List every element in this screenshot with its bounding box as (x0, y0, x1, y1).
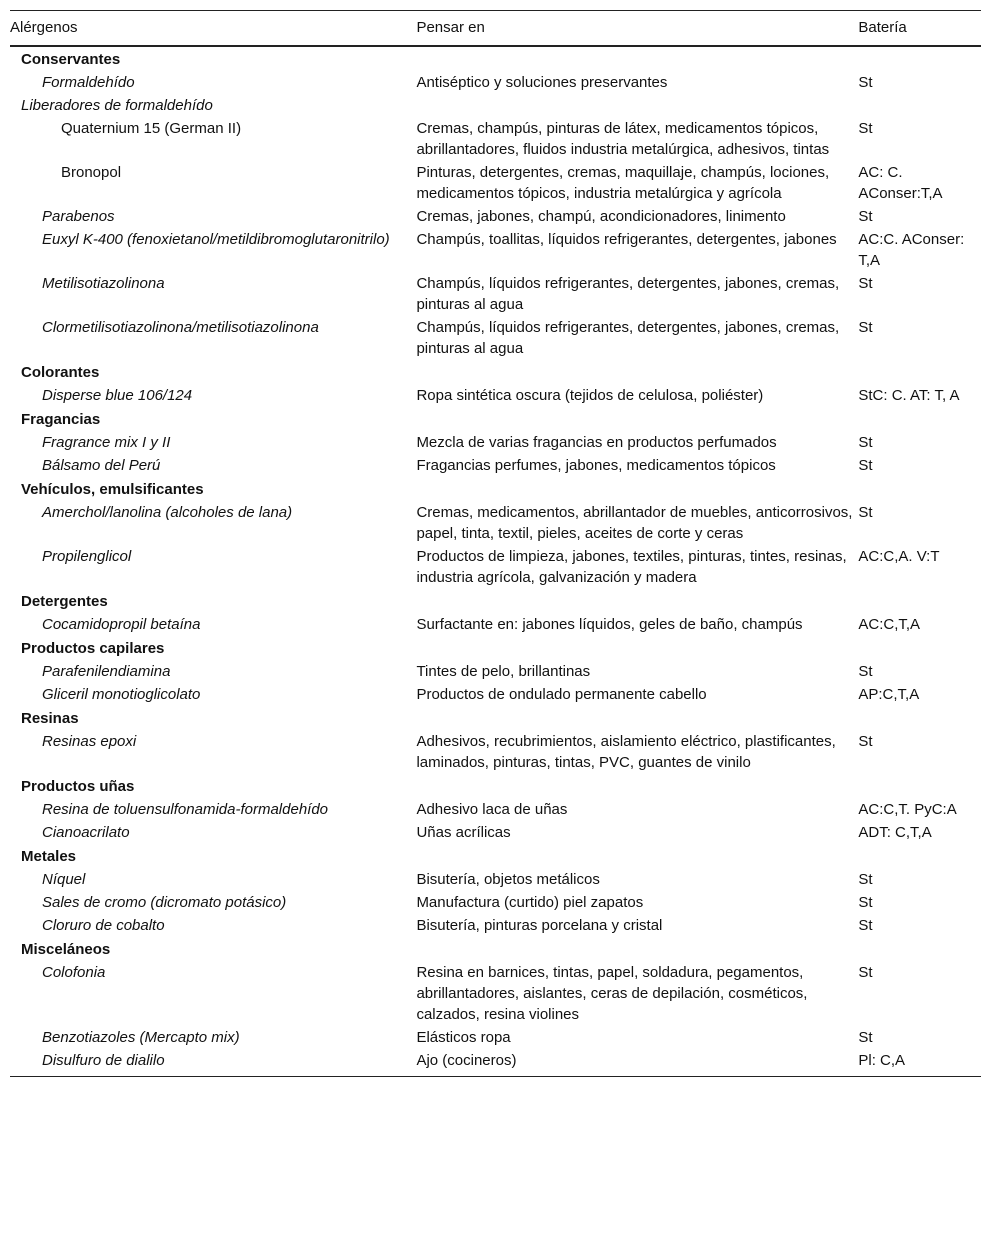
battery-cell: St (858, 871, 873, 888)
battery-cell: AC:C,T,A (858, 616, 921, 633)
use-cell: Elásticos ropa (416, 1029, 511, 1046)
allergen-cell: Productos capilares (21, 640, 165, 657)
allergen-cell: Sales de cromo (dicromato potásico) (42, 894, 287, 911)
allergen-table (10, 10, 981, 1077)
battery-cell: AC:C,A. V:T (858, 548, 940, 565)
battery-cell: AC: C. AConser:T,A (858, 164, 943, 202)
category-row (10, 774, 981, 798)
use-cell: Adhesivo laca de uñas (416, 801, 568, 818)
table-row (10, 384, 981, 407)
allergen-cell: Vehículos, emulsificantes (21, 481, 204, 498)
allergen-cell: Cloruro de cobalto (42, 917, 165, 934)
use-cell (416, 46, 858, 71)
battery-cell (858, 937, 981, 961)
battery-cell: St (858, 275, 873, 292)
use-cell: Champús, líquidos refrigerantes, detergentes, jabones, cremas, pinturas al agua (416, 319, 840, 357)
use-cell: Fragancias perfumes, jabones, medicamentos tópicos (416, 457, 776, 474)
category-row (10, 589, 981, 613)
use-cell: Cremas, jabones, champú, acondicionadores, linimento (416, 208, 786, 225)
use-cell: Champús, toallitas, líquidos refrigerantes, detergentes, jabones (416, 231, 837, 248)
allergen-cell: Níquel (42, 871, 86, 888)
battery-cell (858, 94, 981, 117)
battery-cell: St (858, 917, 873, 934)
battery-cell: St (858, 457, 873, 474)
allergen-cell: Bronopol (61, 164, 122, 181)
table-row (10, 798, 981, 821)
allergen-cell: Parabenos (42, 208, 115, 225)
allergen-cell: Detergentes (21, 593, 108, 610)
battery-cell: StC: C. AT: T, A (858, 387, 960, 404)
battery-cell (858, 774, 981, 798)
category-row (10, 706, 981, 730)
use-cell (416, 774, 858, 798)
battery-cell: ADT: C,T,A (858, 824, 932, 841)
use-cell (416, 706, 858, 730)
use-cell: Antiséptico y soluciones preservantes (416, 74, 668, 91)
table-row (10, 1026, 981, 1049)
table-row (10, 228, 981, 272)
use-cell: Pinturas, detergentes, cremas, maquillaje, champús, lociones, medicamentos tópicos, industria metalúrgica y agrícola (416, 164, 830, 202)
use-cell (416, 94, 858, 117)
use-cell (416, 477, 858, 501)
allergen-cell: Cocamidopropil betaína (42, 616, 201, 633)
use-cell: Resina en barnices, tintas, papel, soldadura, pegamentos, abrillantadores, aislantes, ceras de depilación, cosméticos, calzados, resina violines (416, 964, 808, 1023)
allergen-cell: Gliceril monotioglicolato (42, 686, 201, 703)
battery-cell: St (858, 319, 873, 336)
table-row (10, 501, 981, 545)
allergen-cell: Clormetilisotiazolinona/metilisotiazolinona (42, 319, 319, 336)
use-cell: Champús, líquidos refrigerantes, detergentes, jabones, cremas, pinturas al agua (416, 275, 840, 313)
use-cell: Bisutería, pinturas porcelana y cristal (416, 917, 663, 934)
table-row (10, 161, 981, 205)
use-cell: Manufactura (curtido) piel zapatos (416, 894, 644, 911)
category-row (10, 46, 981, 71)
allergen-cell: Fragrance mix I y II (42, 434, 171, 451)
allergen-cell: Quaternium 15 (German II) (61, 120, 242, 137)
table-row (10, 868, 981, 891)
table-row (10, 613, 981, 636)
table-body (10, 46, 981, 1077)
allergen-cell: Resinas (21, 710, 79, 727)
table-header (10, 11, 981, 47)
use-cell: Bisutería, objetos metálicos (416, 871, 600, 888)
battery-cell: St (858, 434, 873, 451)
battery-cell (858, 589, 981, 613)
battery-cell (858, 360, 981, 384)
allergen-cell: Disulfuro de dialilo (10, 1049, 416, 1077)
battery-cell (858, 407, 981, 431)
category-row (10, 407, 981, 431)
use-cell (416, 937, 858, 961)
use-cell: Uñas acrílicas (416, 824, 511, 841)
table-row (10, 683, 981, 706)
table-row (10, 961, 981, 1026)
battery-cell: St (858, 964, 873, 981)
allergen-cell: Fragancias (21, 411, 101, 428)
allergen-cell: Amerchol/lanolina (alcoholes de lana) (42, 504, 293, 521)
table-row (10, 1049, 981, 1077)
use-cell: Adhesivos, recubrimientos, aislamiento eléctrico, plastificantes, laminados, pinturas, tintas, PVC, guantes de vinilo (416, 733, 836, 771)
table-row (10, 71, 981, 94)
allergen-cell: Formaldehído (42, 74, 135, 91)
header-allergens: Alérgenos (10, 11, 416, 47)
table-row (10, 94, 981, 117)
allergen-cell: Resina de toluensulfonamida-formaldehído (42, 801, 329, 818)
allergen-cell: Liberadores de formaldehído (21, 97, 213, 114)
table-row (10, 205, 981, 228)
allergen-cell: Bálsamo del Perú (42, 457, 161, 474)
category-row (10, 360, 981, 384)
battery-cell (858, 706, 981, 730)
table-row (10, 891, 981, 914)
use-cell: Cremas, champús, pinturas de látex, medicamentos tópicos, abrillantadores, fluidos industria metalúrgica, adhesivos, tintas (416, 120, 830, 158)
battery-cell: St (858, 74, 873, 91)
battery-cell: AC:C. AConser: T,A (858, 231, 965, 269)
use-cell: Tintes de pelo, brillantinas (416, 663, 591, 680)
category-row (10, 477, 981, 501)
category-row (10, 636, 981, 660)
allergen-cell: Propilenglicol (42, 548, 132, 565)
use-cell: Cremas, medicamentos, abrillantador de muebles, anticorrosivos, papel, tinta, textil, pieles, aceites de corte y ceras (416, 504, 853, 542)
battery-cell (858, 844, 981, 868)
allergen-cell: Misceláneos (21, 941, 111, 958)
use-cell: Ropa sintética oscura (tejidos de celulosa, poliéster) (416, 387, 764, 404)
use-cell: Ajo (cocineros) (416, 1049, 858, 1077)
battery-cell: St (858, 663, 873, 680)
use-cell (416, 844, 858, 868)
use-cell (416, 360, 858, 384)
table-row (10, 914, 981, 937)
battery-cell: St (858, 733, 873, 750)
allergen-cell: Colofonia (42, 964, 106, 981)
battery-cell: St (858, 1029, 873, 1046)
battery-cell (858, 477, 981, 501)
battery-cell: Pl: C,A (858, 1049, 981, 1077)
battery-cell: AP:C,T,A (858, 686, 920, 703)
category-row (10, 937, 981, 961)
table-row (10, 272, 981, 316)
allergen-cell: Metilisotiazolinona (42, 275, 165, 292)
allergen-cell: Metales (21, 848, 77, 865)
header-row (10, 11, 981, 47)
use-cell: Productos de ondulado permanente cabello (416, 686, 707, 703)
allergen-cell: Disperse blue 106/124 (42, 387, 193, 404)
allergen-cell: Colorantes (21, 364, 100, 381)
allergen-cell: Parafenilendiamina (42, 663, 171, 680)
allergen-cell: Productos uñas (21, 778, 135, 795)
battery-cell: St (858, 120, 873, 137)
table-row (10, 545, 981, 589)
battery-cell: St (858, 208, 873, 225)
table-row (10, 117, 981, 161)
allergen-cell: Benzotiazoles (Mercapto mix) (42, 1029, 240, 1046)
allergen-cell: Conservantes (21, 51, 121, 68)
battery-cell: St (858, 894, 873, 911)
battery-cell: AC:C,T. PyC:A (858, 801, 957, 818)
use-cell: Productos de limpieza, jabones, textiles, pinturas, tintes, resinas, industria agrícola, galvanización y madera (416, 548, 847, 586)
table-row (10, 431, 981, 454)
use-cell (416, 636, 858, 660)
battery-cell (858, 636, 981, 660)
use-cell (416, 407, 858, 431)
table-row (10, 660, 981, 683)
table-row (10, 316, 981, 360)
battery-cell: St (858, 504, 873, 521)
use-cell: Surfactante en: jabones líquidos, geles de baño, champús (416, 616, 803, 633)
table-row (10, 454, 981, 477)
header-think-of: Pensar en (416, 11, 858, 47)
battery-cell (858, 46, 981, 71)
allergen-cell: Cianoacrilato (42, 824, 130, 841)
table-row (10, 821, 981, 844)
allergen-cell: Resinas epoxi (42, 733, 137, 750)
use-cell (416, 589, 858, 613)
table-row (10, 730, 981, 774)
use-cell: Mezcla de varias fragancias en productos perfumados (416, 434, 777, 451)
allergen-cell: Euxyl K-400 (fenoxietanol/metildibromoglutaronitrilo) (42, 231, 390, 248)
header-battery: Batería (858, 11, 981, 47)
category-row (10, 844, 981, 868)
